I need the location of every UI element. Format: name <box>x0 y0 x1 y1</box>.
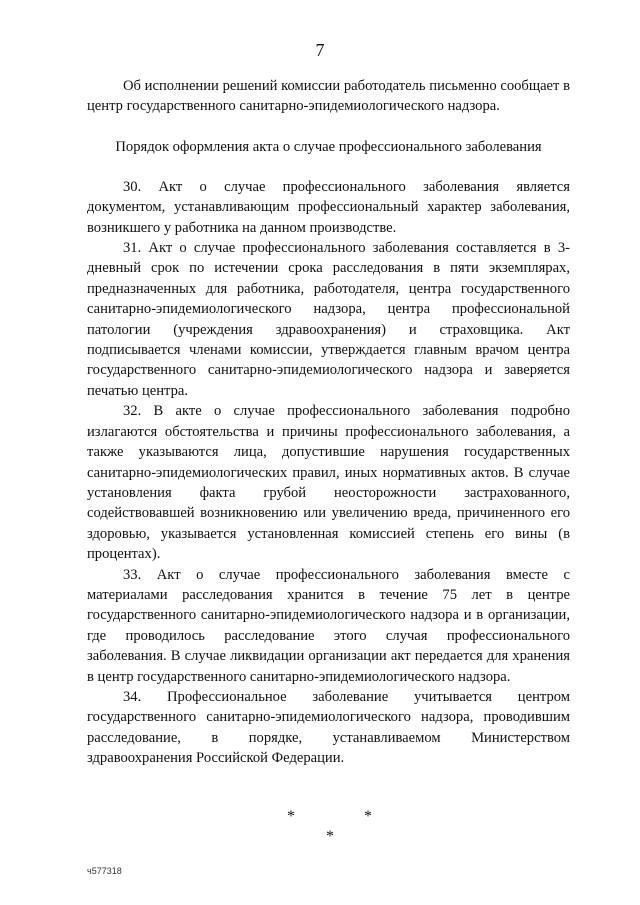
asterisk: * <box>326 828 334 845</box>
document-body <box>87 76 570 769</box>
asterisk: * <box>364 808 372 825</box>
footer-document-code: ч577318 <box>87 866 122 876</box>
page-number: 7 <box>315 40 325 60</box>
item-33: 33. Акт о случае профессионального заболевания вместе с материалами расследования хранится в течение 75 лет в центре государственного санитарно-эпидемиологического надзора и в организации, где проводилось расследование этого случая профессионального заболевания. В случае ликвидации организации акт передается для хранения в центр государственного санитарно-эпидемиологического надзора. <box>87 566 570 685</box>
end-asterisks <box>0 808 640 848</box>
asterisk: * <box>287 808 295 825</box>
item-32: 32. В акте о случае профессионального заболевания подробно излагаются обстоятельства и причины профессионального заболевания, а также указываются лица, допустившие нарушения государственных санитарно-эпидемиологических правил, иных нормативных актов. В случае установления факта грубой неосторожности застрахованного, содействовавшей возникновению или увеличению вреда, причиненного его здоровью, указывается установленная комиссией степень его вины (в процентах). <box>87 403 570 563</box>
item-31: 31. Акт о случае профессионального заболевания составляется в 3-дневный срок по истечении срока расследования в пяти экземплярах, предназначенных для работника, работодателя, центра государственного санитарно-эпидемиологического надзора, центра профессиональной патологии (учреждения здравоохранения) и страховщика. Акт подписывается членами комиссии, утверждается главным врачом центра государственного санитарно-эпидемиологического надзора и заверяется печатью центра. <box>87 240 570 399</box>
intro-paragraph: Об исполнении решений комиссии работодатель письменно сообщает в центр государственного санитарно-эпидемиологического надзора. <box>87 78 570 115</box>
item-34: 34. Профессиональное заболевание учитывается центром государственного санитарно-эпидемиологического надзора, проводившим расследование, в порядке, устанавливаемом Министерством здравоохранения Российской Федерации. <box>87 688 570 767</box>
section-heading: Порядок оформления акта о случае профессионального заболевания <box>115 138 542 155</box>
item-30: 30. Акт о случае профессионального заболевания является документом, устанавливающим профессиональный характер заболевания, возникшего у работника на данном производстве. <box>87 178 570 236</box>
